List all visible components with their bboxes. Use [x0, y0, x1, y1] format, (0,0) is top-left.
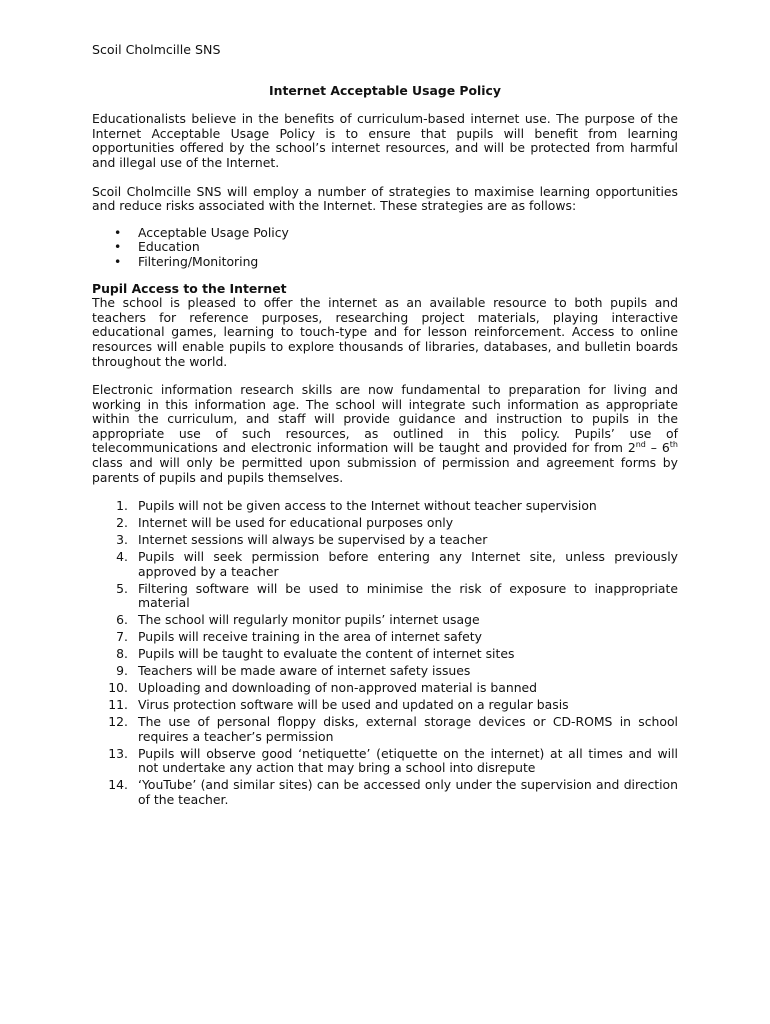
school-name: Scoil Cholmcille SNS [92, 42, 221, 57]
rule-item [92, 664, 678, 679]
rule-text: Virus protection software will be used and updated on a regular basis [138, 697, 569, 713]
rule-text: The use of personal floppy disks, external storage devices or CD-ROMS in school requires a teacher’s permission [138, 714, 678, 744]
superscript: th [669, 440, 678, 450]
paragraph-gap [92, 171, 678, 185]
rule-text: Uploading and downloading of non-approved material is banned [138, 680, 538, 696]
rule-number: 10. [108, 680, 128, 696]
rule-text: Internet will be used for educational purposes only [138, 515, 454, 531]
rule-item [92, 516, 678, 531]
strategy-item: • Acceptable Usage Policy [92, 226, 678, 241]
paragraph-text: class and will only be permitted upon submission of permission and agreement forms by parents of pupils and pupils themselves. [92, 455, 678, 485]
rule-text: Filtering software will be used to minimise the risk of exposure to inappropriate material [138, 580, 678, 611]
strategies-list [92, 226, 678, 270]
rule-text: Pupils will receive training in the area of internet safety [138, 629, 482, 645]
rule-number: 13. [108, 745, 128, 761]
rule-item [92, 681, 678, 696]
document-page [92, 43, 678, 810]
rule-item [92, 715, 678, 744]
strategy-item: • Filtering/Monitoring [92, 255, 678, 270]
rule-number: 7. [116, 629, 128, 645]
strategy-item: • Education [92, 240, 678, 255]
section-paragraph-2 [92, 383, 678, 485]
rule-item [92, 499, 678, 514]
rule-number: 2. [116, 515, 128, 531]
rule-number: 3. [116, 532, 128, 548]
rule-item [92, 613, 678, 628]
rule-number: 14. [108, 777, 128, 793]
rule-number: 6. [116, 612, 128, 628]
rule-text: Pupils will be taught to evaluate the content of internet sites [138, 646, 515, 662]
rule-text: Pupils will observe good ‘netiquette’ (etiquette on the internet) at all times and will not undertake any action that may bring a school into disrepute [138, 745, 678, 776]
rule-text: Internet sessions will always be supervised by a teacher [138, 532, 488, 548]
rule-number: 5. [116, 580, 128, 596]
rule-item [92, 698, 678, 713]
rule-number: 1. [116, 498, 128, 514]
paragraph-text: – 6 [645, 440, 670, 456]
rules-list [92, 499, 678, 807]
rule-item [92, 647, 678, 662]
rule-item [92, 550, 678, 579]
rule-text: Pupils will not be given access to the Internet without teacher supervision [138, 498, 597, 514]
section-heading: Pupil Access to the Internet [92, 280, 287, 296]
rule-text: The school will regularly monitor pupils’ internet usage [138, 612, 480, 628]
rule-number: 4. [116, 549, 128, 565]
rule-text: Teachers will be made aware of internet safety issues [138, 663, 471, 679]
document-title: Internet Acceptable Usage Policy [269, 82, 501, 98]
rule-number: 11. [108, 697, 128, 713]
section-paragraph-1: The school is pleased to offer the internet as an available resource to both pupils and teachers for reference purposes, researching project materials, playing interactive educational games, learning to touch-type and for lesson reinforcement. Access to online resources will enable pupils to explore thousands of libraries, databases, and bulletin boards throughout the world. [92, 295, 678, 369]
rule-item [92, 747, 678, 776]
intro-paragraph-1: Educationalists believe in the benefits of curriculum-based internet use. The purpose of the Internet Acceptable Usage Policy is to ensure that pupils will benefit from learning opportunities offered by the school’s internet resources, and will be protected from harmful and illegal use of the Internet. [92, 111, 678, 170]
rule-text: Pupils will seek permission before entering any Internet site, unless previously approved by a teacher [138, 549, 678, 579]
superscript: nd [635, 440, 646, 450]
rule-item [92, 582, 678, 611]
intro-paragraph-2: Scoil Cholmcille SNS will employ a number of strategies to maximise learning opportunities and reduce risks associated with the Internet. These strategies are as follows: [92, 183, 678, 214]
rule-number: 12. [108, 714, 128, 730]
paragraph-text: Electronic information research skills are now fundamental to preparation for living and working in this information age. The school will integrate such information as appropriate within the curriculum, and staff will provide guidance and instruction to pupils in the appropriate use of such resources, as outlined in this policy. Pupils’ use of telecommunications and electronic information will be taught and provided for from 2 [92, 382, 678, 456]
paragraph-gap [92, 369, 678, 383]
rule-item [92, 630, 678, 645]
rule-item [92, 778, 678, 807]
rule-number: 9. [116, 663, 128, 679]
rule-text: ‘YouTube’ (and similar sites) can be accessed only under the supervision and direction of the teacher. [138, 777, 678, 808]
rule-number: 8. [116, 646, 128, 662]
rule-item [92, 533, 678, 548]
